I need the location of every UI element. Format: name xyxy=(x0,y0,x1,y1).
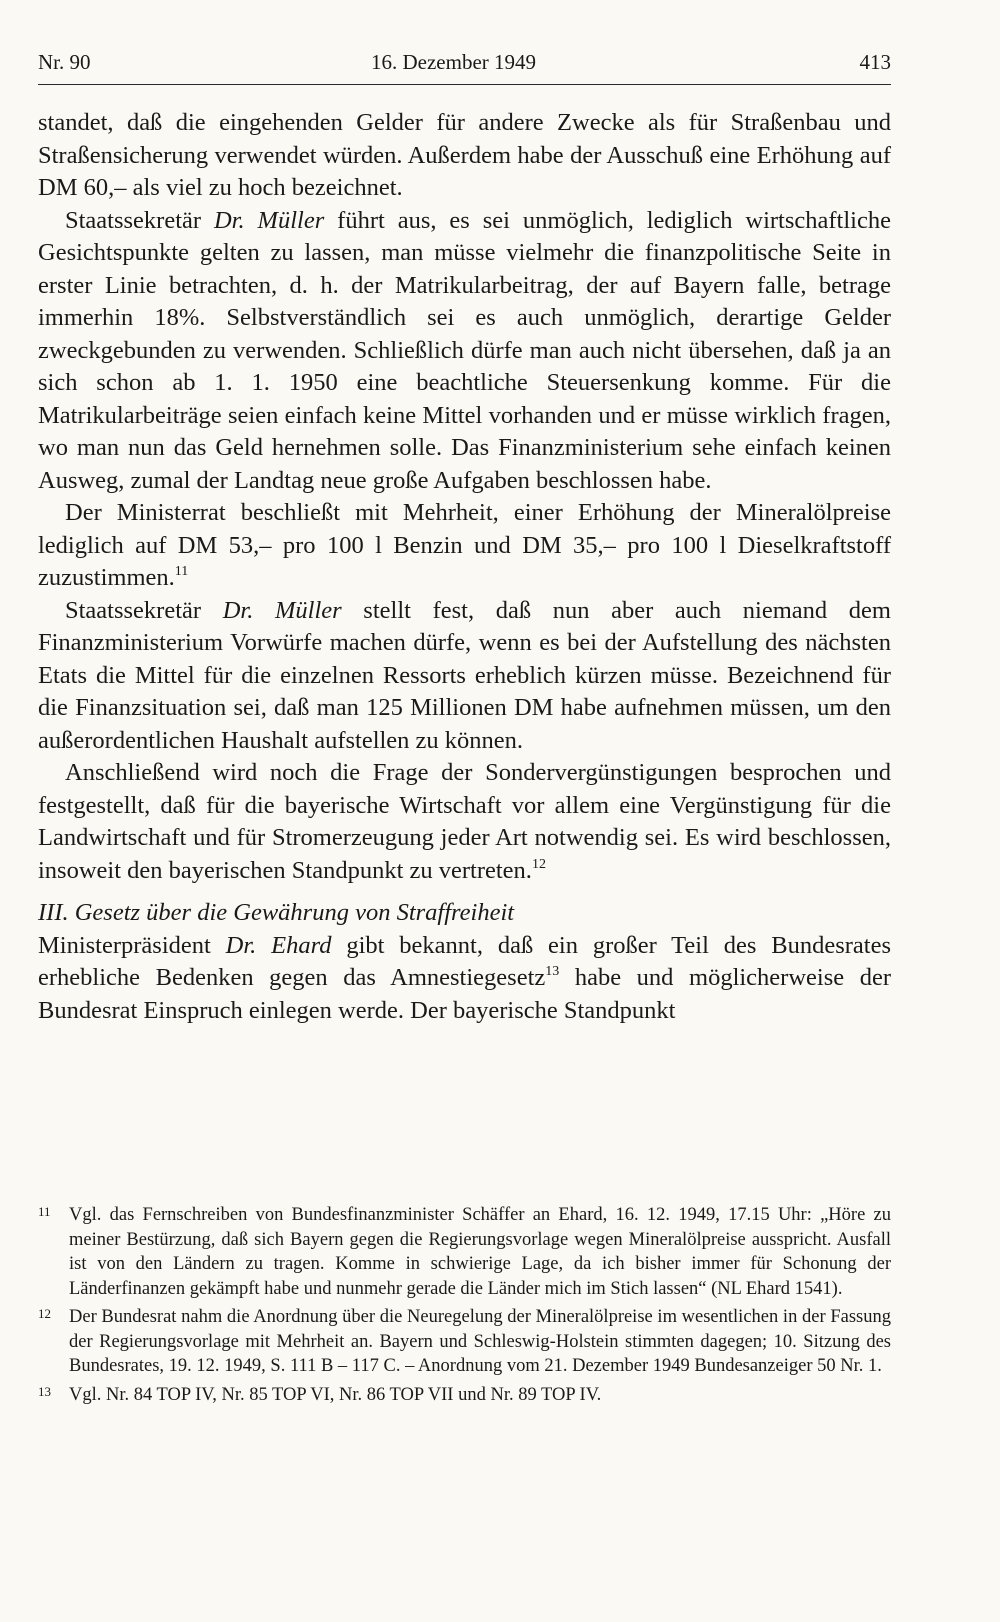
footnote-text: Vgl. Nr. 84 TOP IV, Nr. 85 TOP VI, Nr. 86 TOP VII und Nr. 89 TOP IV. xyxy=(69,1384,602,1405)
paragraph-text: Der Ministerrat beschließt mit Mehrheit, einer Erhöhung der Mineralölpreise lediglich auf DM 53,– pro 100 l Benzin und DM 35,– pro 100 l Dieselkraftstoff zuzustimmen. xyxy=(38,499,891,591)
footnote-reference[interactable]: 13 xyxy=(545,964,560,979)
running-header xyxy=(38,44,891,85)
footnote xyxy=(38,1383,891,1408)
footnote xyxy=(38,1305,891,1379)
paragraph-text: Staatssekretär xyxy=(65,596,223,624)
paragraph-text: gibt bekannt, daß ein großer Teil des Bundesrates erhebliche Bedenken gegen das Amnestiegesetz xyxy=(38,931,891,991)
footnotes xyxy=(38,1203,891,1407)
body-text xyxy=(38,107,891,1027)
document-number: Nr. 90 xyxy=(38,50,91,74)
paragraph-text: habe und möglicherweise der Bundesrat Einspruch einlegen werde. Der bayerische Standpunkt xyxy=(38,964,891,1024)
paragraph-text: führt aus, es sei unmöglich, lediglich wirtschaftliche Gesichtspunkte gelten zu lassen, man müsse vielmehr die finanzpolitische Seite in erster Linie betrachten, d. h. der Matrikularbeitrag, der auf Bayern falle, betrage immerhin 18%. Selbstverständlich sei es auch unmöglich, derartige Gelder zweckgebunden zu verwenden. Schließlich dürfe man auch nicht übersehen, daß ja an sich schon ab 1. 1. 1950 eine beachtliche Steuersenkung komme. Für die Matrikularbeiträge seien einfach keine Mittel vorhanden und er müsse wirklich fragen, wo man nun das Geld hernehmen solle. Das Finanzministerium sehe einfach keinen Ausweg, zumal der Landtag neue große Aufgaben beschlossen habe. xyxy=(38,206,891,494)
footnote-reference[interactable]: 11 xyxy=(174,564,189,579)
paragraph-text: Staatssekretär xyxy=(65,206,214,234)
paragraph-ehard xyxy=(38,930,891,1028)
footnote-text: Der Bundesrat nahm die Anordnung über die Neuregelung der Mineralölpreise im wesentlichen in der Fassung der Regierungsvorlage mit Mehrheit an. Bayern und Schleswig-Holstein stimmten dagegen; 10. Sitzung des Bundesrates, 19. 12. 1949, S. 111 B – 117 C. – Anordnung vom 21. Dezember 1949 Bundesanzeiger 50 Nr. 1. xyxy=(69,1307,891,1376)
person-name: Dr. Ehard xyxy=(225,931,332,959)
footnote-number: 12 xyxy=(38,1306,51,1321)
paragraph-text: stellt fest, daß nun aber auch niemand dem Finanzministerium Vorwürfe machen dürfe, wenn es bei der Aufstellung des nächsten Etats die Mittel für die einzelnen Ressorts erheblich kürzen müsse. Bezeichnend für die Finanzsituation sei, daß man 125 Millionen DM habe aufnehmen müssen, um den außerordentlichen Haushalt aufstellen zu können. xyxy=(38,596,891,754)
footnote-number: 13 xyxy=(38,1383,51,1399)
footnote-reference[interactable]: 12 xyxy=(531,856,546,872)
person-name: Dr. Müller xyxy=(213,206,325,234)
page-number: 413 xyxy=(859,50,891,74)
paragraph-mueller-remark xyxy=(38,595,891,758)
footnote-number: 11 xyxy=(38,1204,51,1219)
section-heading: III. Gesetz über die Gewährung von Straffreiheit xyxy=(38,899,515,926)
footnote-text: Vgl. das Fernschreiben von Bundesfinanzminister Schäffer an Ehard, 16. 12. 1949, 17.15 Uhr: „Höre zu meiner Bestürzung, daß sich Bayern gegen die Regierungsvorlage wegen Mineralölpreise ausspricht. Ausfall ist von den Ländern zu tragen. Komme in schwierige Lage, da ich bisher immer für Schonung der Länderfinanzen gekämpft habe und nunmehr gerade die Länder mich im Stich lassen“ (NL Ehard 1541). xyxy=(69,1205,891,1299)
paragraph-subsidies xyxy=(38,757,891,887)
paragraph-continuation: standet, daß die eingehenden Gelder für andere Zwecke als für Straßenbau und Straßensicherung verwendet würden. Außerdem habe der Ausschuß eine Erhöhung auf DM 60,– als viel zu hoch bezeichnet. xyxy=(38,109,891,201)
paragraph-text: Anschließend wird noch die Frage der Sondervergünstigungen besprochen und festgestellt, daß für die bayerische Wirtschaft vor allem eine Vergünstigung für die Landwirtschaft und für Stromerzeugung jeder Art notwendig sei. Es wird beschlossen, insoweit den bayerischen Standpunkt zu vertreten. xyxy=(38,759,891,884)
paragraph-mueller-statement xyxy=(38,205,891,498)
footnote xyxy=(38,1203,891,1301)
paragraph-text: Ministerpräsident xyxy=(38,931,226,959)
paragraph-resolution xyxy=(38,497,891,595)
header-date: 16. Dezember 1949 xyxy=(371,50,537,74)
person-name: Dr. Müller xyxy=(222,596,342,624)
